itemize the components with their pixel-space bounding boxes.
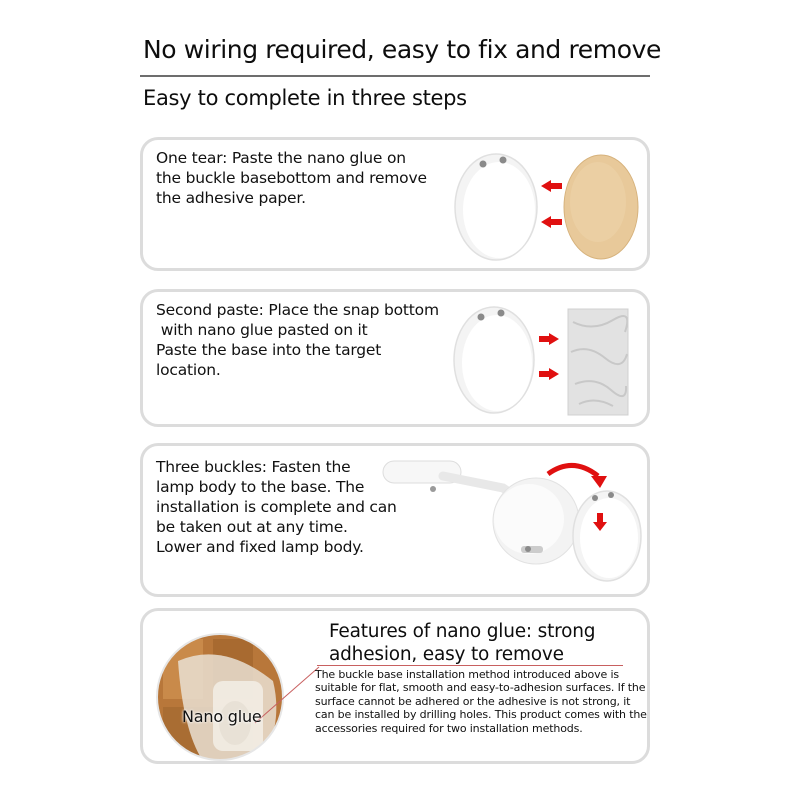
buckle-base-image — [454, 307, 534, 413]
nano-glue-label: Nano glue — [182, 707, 262, 726]
lamp-body-image — [383, 461, 579, 564]
arrow-right-bottom — [539, 368, 559, 380]
buckle-base-image — [573, 491, 641, 581]
features-body: The buckle base installation method introduced above is suitable for flat, smooth and easy-to-adhesion surfaces. If the surface cannot be adhered or the adhesive is not strong, it can be installed by drilling holes. This product comes with the accessories required for two installation methods. — [315, 668, 647, 735]
step-3-text: Three buckles: Fasten the lamp body to the base. The installation is complete and can be taken out at any time. Lower and fixed lamp body. — [156, 458, 397, 556]
step-card-3 — [140, 443, 650, 597]
step-card-1 — [140, 137, 650, 271]
features-card — [140, 608, 650, 764]
page-subtitle: Easy to complete in three steps — [143, 86, 467, 110]
step-1-text: One tear: Paste the nano glue on the buckle basebottom and remove the adhesive paper. — [156, 149, 427, 207]
title-divider — [140, 75, 650, 77]
features-title: Features of nano glue: strong adhesion, easy to remove — [329, 621, 596, 665]
arrow-left-bottom — [541, 216, 562, 228]
step-3-illustration — [143, 446, 650, 597]
wall-surface-image — [568, 309, 628, 415]
step-1-illustration — [143, 140, 650, 271]
glue-pad-image — [564, 155, 638, 259]
step-2-text: Second paste: Place the snap bottom with nano glue pasted on it Paste the base into the target location. — [156, 301, 439, 379]
step-card-2 — [140, 289, 650, 427]
page-title: No wiring required, easy to fix and remove — [143, 35, 661, 64]
buckle-base-image — [455, 154, 537, 260]
features-underline — [317, 665, 623, 666]
step-2-illustration — [143, 292, 650, 427]
arrow-right-top — [539, 333, 559, 345]
arrow-left-top — [541, 180, 562, 192]
